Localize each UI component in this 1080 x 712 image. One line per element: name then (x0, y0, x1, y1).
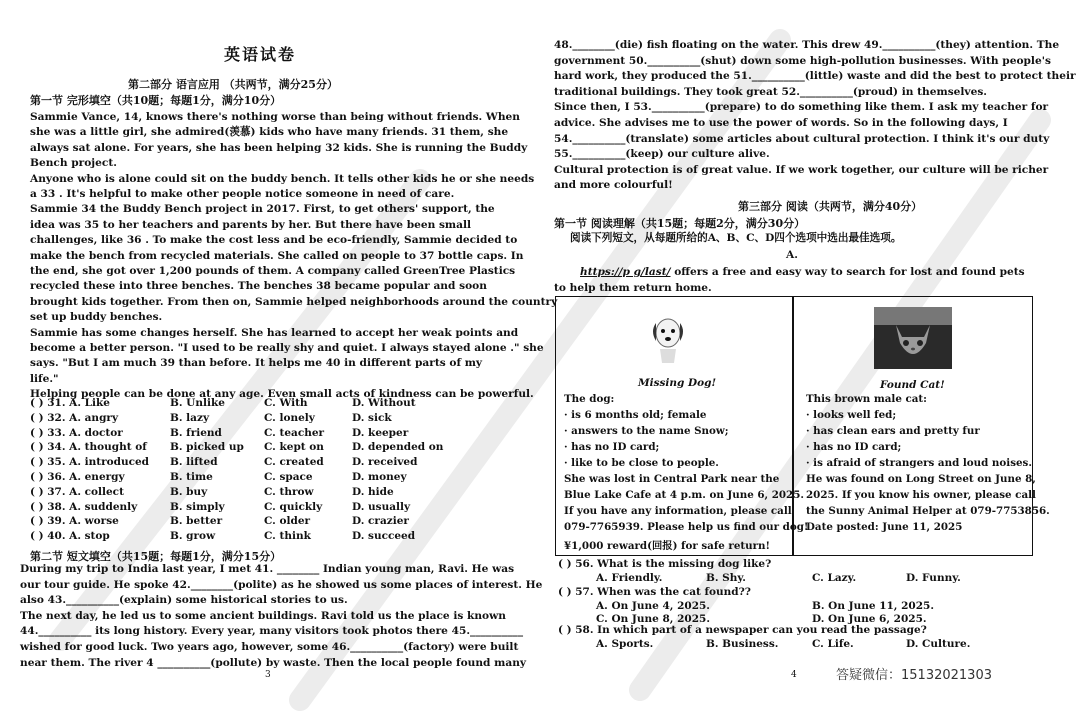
option-row (30, 471, 450, 486)
question-number: ( ) 37. A. collect (30, 485, 124, 498)
question-number: ( ) 34. A. thought of (30, 441, 147, 454)
option-choice: D. Without (352, 397, 416, 409)
option-choice: D. hide (352, 485, 394, 498)
text-line: says. "But I am much 39 than before. It helps me 40 in different parts of my (30, 357, 483, 370)
passage-intro-line2: to help them return home. (554, 282, 712, 294)
text-line: Helping people can be done at any age. Even small acts of kindness can be powerful. (30, 388, 534, 401)
text-line: also 43.__________(explain) some historical stories to us. (20, 594, 348, 607)
option-choice: D. sick (352, 411, 392, 424)
option-choice: B. Unlike (170, 397, 225, 409)
option-choice: B. grow (170, 530, 216, 543)
text-line: make the bench from recycled materials. She called on people to 37 bottle caps. In (30, 249, 524, 262)
website-link[interactable]: https://p g/last/ (580, 266, 671, 278)
text-line: life." (30, 372, 59, 385)
question-number: ( ) 36. A. energy (30, 470, 125, 483)
option-row (30, 486, 450, 501)
text-line: During my trip to India last year, I met 41. ________ Indian young man, Ravi. He was (20, 563, 515, 575)
option-choice: C. older (264, 515, 311, 528)
ad-line: · looks well fed; (806, 409, 897, 421)
text-line: set up buddy benches. (30, 311, 163, 324)
text-line: hard work, they produced the 51.__________(little) waste and did the best to protect their (554, 70, 1076, 83)
question-number: ( ) 31. A. Like (30, 397, 110, 409)
part2-header: 第二部分 语言应用 （共两节，满分25分） (128, 78, 338, 91)
text-line: traditional buildings. They took great 52.__________(proud) in themselves. (554, 85, 987, 98)
text-line: our tour guide. He spoke 42.________(polite) as he showed us some places of interest. He (20, 578, 543, 591)
option-choice: B. friend (170, 426, 222, 439)
ad-line: The dog: (564, 393, 615, 405)
cloze-section-header: 第一节 完形填空（共10题；每题1分，满分10分） (30, 94, 282, 107)
text-line: she was a little girl, she admired(羡慕) kids who have many friends. 31 them, she (30, 126, 509, 139)
text-line: 48.________(die) fish floating on the water. This drew 49.__________(they) attention. The (554, 39, 1060, 51)
reading-section-header: 第一节 阅读理解（共15题；每题2分，满分30分） (554, 217, 806, 230)
option-choice: D. received (352, 456, 418, 469)
answer-option: A. Friendly. (596, 572, 663, 584)
ad-line: the Sunny Animal Helper at 079-7753856. (806, 505, 1050, 517)
ad-line: · is afraid of strangers and loud noises. (806, 457, 1032, 469)
option-choice: C. lonely (264, 411, 315, 424)
question-stem: ( ) 57. When was the cat found?? (558, 586, 751, 598)
passage-letter: A. (786, 249, 798, 261)
text-line: wished for good luck. Two years ago, however, some 46.__________(factory) were built (20, 641, 519, 653)
question-number: ( ) 38. A. suddenly (30, 500, 138, 513)
text-line: near them. The river 4 __________(pollute) by waste. Then the local people found many (20, 656, 527, 669)
text-line: Cultural protection is of great value. If we work together, our culture will be richer (554, 163, 1049, 176)
found-cat-ad (794, 297, 1050, 555)
ad-line: This brown male cat: (806, 393, 927, 405)
question-number: ( ) 32. A. angry (30, 411, 119, 424)
option-choice: D. crazier (352, 515, 409, 528)
contact-info: 答疑微信：15132021303 (836, 668, 992, 683)
question-number: ( ) 33. A. doctor (30, 426, 123, 439)
option-choice: C. quickly (264, 500, 323, 513)
ad-line: · answers to the name Snow; (564, 425, 729, 437)
ad-line: If you have any information, please call (564, 505, 792, 517)
missing-dog-ad (556, 297, 809, 555)
option-row (30, 501, 450, 516)
option-choice: B. picked up (170, 441, 244, 454)
option-row (30, 427, 450, 442)
page-number: 3 (265, 670, 271, 680)
option-choice: D. depended on (352, 441, 444, 454)
option-choice: C. With (264, 397, 308, 409)
option-choice: B. buy (170, 485, 208, 498)
text-line: recycled these into three benches. The benches 38 became popular and soon (30, 280, 487, 293)
option-choice: B. lazy (170, 411, 210, 424)
text-line: Sammie 34 the Buddy Bench project in 2017. First, to get others' support, the (30, 203, 495, 216)
option-choice: D. money (352, 470, 407, 483)
answer-option: C. Lazy. (812, 572, 857, 584)
text-line: advice. She advises me to use the power of words. So in the following days, I (554, 117, 1008, 129)
ad-line: · has no ID card; (806, 441, 902, 453)
option-choice: B. simply (170, 500, 225, 513)
cloze-options (30, 397, 450, 545)
option-choice: B. lifted (170, 456, 218, 469)
answer-option: C. Life. (812, 638, 854, 650)
ad-line: · like to be close to people. (564, 457, 719, 469)
ad-line: Date posted: June 11, 2025 (806, 521, 963, 533)
reading-instruction: 阅读下列短文，从每题所给的A、B、C、D四个选项中选出最佳选项。 (570, 232, 902, 244)
option-choice: B. time (170, 470, 213, 483)
ad-line: He was found on Long Street on June 8, (806, 473, 1036, 485)
ad-line: ¥1,000 reward(回报) for safe return! (564, 540, 771, 552)
text-line: Since then, I 53.__________(prepare) to do something like them. I ask my teacher for (554, 101, 1049, 114)
text-line: government 50.__________(shut) down some high-pollution businesses. With people's (554, 54, 1051, 67)
option-row (30, 456, 450, 471)
pet-ads-box (555, 296, 1050, 556)
answer-option: A. On June 4, 2025. (596, 600, 710, 612)
text-line: 55.__________(keep) our culture alive. (554, 148, 770, 161)
question-stem: ( ) 56. What is the missing dog like? (558, 558, 772, 570)
answer-option: B. On June 11, 2025. (812, 600, 934, 612)
answer-option: B. Business. (706, 638, 779, 650)
cat-photo (874, 307, 952, 369)
text-line: become a better person. "I used to be really shy and quiet. I always stayed alone ." she (30, 342, 544, 354)
ad-line: · has no ID card; (564, 441, 660, 453)
option-row (30, 441, 450, 456)
part3-header: 第三部分 阅读（共两节，满分40分） (738, 200, 923, 213)
question-number: ( ) 35. A. introduced (30, 456, 150, 469)
cat-ad-title: Found Cat! (880, 379, 945, 391)
answer-option: C. On June 8, 2025. (596, 613, 710, 625)
text-line: Sammie Vance, 14, knows there's nothing worse than being without friends. When (30, 111, 520, 123)
question-stem: ( ) 58. In which part of a newspaper can you read the passage? (558, 624, 927, 636)
answer-option: D. On June 6, 2025. (812, 613, 927, 625)
ad-line: · has clean ears and pretty fur (806, 425, 980, 437)
ad-line: 2025. If you know his owner, please call (806, 489, 1036, 501)
text-line: challenges, like 36 . To make the cost less and be eco-friendly, Sammie decided to (30, 234, 518, 247)
ad-line: 079-7765939. Please help us find our dog! (564, 521, 809, 533)
ad-line: She was lost in Central Park near the (564, 473, 780, 485)
passage-intro: https://p g/last/ offers a free and easy way to search for lost and found pets (580, 266, 1025, 278)
ad-line: Blue Lake Cafe at 4 p.m. on June 6, 2025. (564, 489, 804, 501)
option-row (30, 397, 450, 412)
text-line: a 33 . It's helpful to make other people notice someone in need of care. (30, 188, 455, 200)
option-choice: C. think (264, 530, 311, 543)
option-choice: C. kept on (264, 441, 324, 454)
option-row (30, 530, 450, 545)
text-line: and more colourful! (554, 179, 673, 192)
ad-line: · is 6 months old; female (564, 409, 707, 421)
text-line: the end, she got over 1,200 pounds of them. A company called GreenTree Plastics (30, 265, 516, 277)
option-choice: C. created (264, 456, 324, 469)
answer-option: B. Shy. (706, 572, 746, 584)
text-line: 54.__________(translate) some articles about cultural protection. I think it's our duty (554, 132, 1050, 145)
option-row (30, 412, 450, 427)
text-line: always sat alone. For years, she has been helping 32 kids. She is running the Buddy (30, 141, 528, 154)
fill-section-header: 第二节 短文填空（共15题；每题1分，满分15分） (30, 550, 282, 563)
dog-ad-title: Missing Dog! (638, 377, 717, 389)
text-line: Anyone who is alone could sit on the buddy bench. It tells other kids he or she needs (30, 172, 535, 185)
text-line: 44.__________ its long history. Every year, many visitors took photos there 45.__________ (20, 625, 524, 638)
option-choice: D. succeed (352, 530, 416, 543)
text-line: The next day, he led us to some ancient buildings. Ravi told us the place is known (20, 609, 506, 622)
option-choice: C. teacher (264, 426, 325, 439)
exam-title: 英语试卷 (223, 45, 296, 64)
text-line: idea was 35 to her teachers and parents by her. But there have been small (30, 218, 472, 231)
answer-option: A. Sports. (596, 638, 654, 650)
option-choice: B. better (170, 515, 223, 528)
option-choice: D. usually (352, 500, 411, 513)
option-row (30, 515, 450, 530)
answer-option: D. Funny. (906, 572, 961, 584)
text-line: brought kids together. From then on, Sammie helped neighborhoods around the country (30, 295, 558, 308)
option-choice: C. space (264, 470, 313, 483)
option-choice: D. keeper (352, 426, 409, 439)
option-choice: C. throw (264, 485, 314, 498)
question-number: ( ) 40. A. stop (30, 530, 110, 543)
answer-option: D. Culture. (906, 638, 971, 650)
text-line: Sammie has some changes herself. She has learned to accept her weak points and (30, 326, 519, 339)
dog-photo (646, 309, 690, 365)
page-number-right: 4 (791, 670, 797, 680)
text-line: Bench project. (30, 157, 117, 170)
question-number: ( ) 39. A. worse (30, 515, 119, 528)
